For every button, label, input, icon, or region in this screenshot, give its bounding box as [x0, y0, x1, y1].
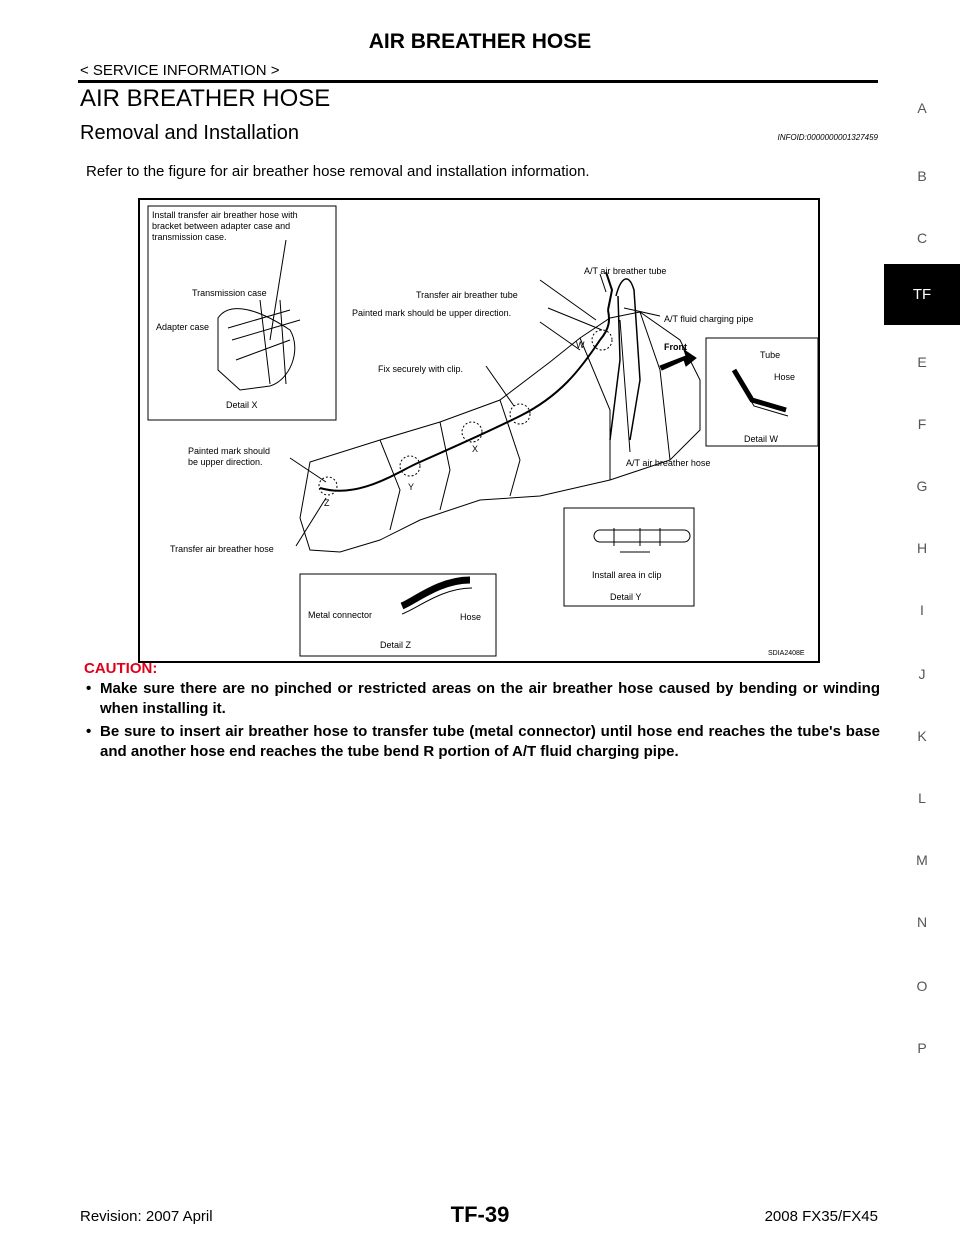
list-item — [84, 679, 880, 719]
label-detail-z: Detail Z — [380, 640, 412, 650]
label-hose-z: Hose — [460, 612, 482, 622]
list-item — [84, 722, 880, 762]
figure-code: SDIA2408E — [768, 650, 805, 657]
label-fix-securely: Fix securely with clip. — [378, 364, 464, 374]
side-index-i[interactable]: I — [920, 602, 924, 618]
caution-text: Be sure to insert air breather hose to transfer tube (metal connector) until hose end reaches the tube's base and another hose end reaches the tube bend R portion of A/T fluid charging pipe. — [100, 723, 880, 760]
marker-y: Y — [408, 482, 415, 492]
diagram-drawing — [140, 200, 818, 661]
side-index-p[interactable]: P — [917, 1040, 927, 1056]
painted-mark-line: Painted mark should — [188, 446, 271, 456]
side-index-o[interactable]: O — [916, 978, 928, 994]
side-index-h[interactable]: H — [916, 540, 928, 556]
label-at-air-breather-tube: A/T air breather tube — [584, 266, 667, 276]
page-title: AIR BREATHER HOSE — [80, 85, 331, 112]
footer-model: 2008 FX35/FX45 — [764, 1208, 878, 1225]
page-number: TF-39 — [450, 1202, 510, 1227]
label-detail-y: Detail Y — [610, 592, 642, 602]
detail-x-note — [152, 210, 298, 243]
footer-revision: Revision: 2007 April — [80, 1208, 213, 1225]
label-painted-mark-should — [188, 446, 270, 468]
label-transmission-case: Transmission case — [192, 288, 267, 298]
section-heading: Removal and Installation — [80, 122, 300, 144]
label-metal-connector: Metal connector — [308, 610, 373, 620]
side-index-f[interactable]: F — [917, 416, 927, 432]
detail-x-note-line: Install transfer air breather hose with — [152, 210, 298, 220]
label-transfer-air-breather-hose: Transfer air breather hose — [170, 544, 274, 554]
side-index-g[interactable]: G — [916, 478, 928, 494]
side-index-n[interactable]: N — [916, 914, 928, 930]
detail-x-note-line: bracket between adapter case and — [152, 221, 291, 231]
label-hose-w: Hose — [774, 372, 796, 382]
label-at-fluid-charging-pipe: A/T fluid charging pipe — [664, 314, 754, 324]
detail-x-note-line: transmission case. — [152, 232, 227, 242]
label-transfer-air-breather-tube: Transfer air breather tube — [416, 290, 518, 300]
page-header-title: AIR BREATHER HOSE — [368, 30, 592, 53]
caution-list — [84, 679, 880, 765]
caution-text: Make sure there are no pinched or restricted areas on the air breather hose caused by bending or winding when installing it. — [100, 680, 880, 717]
caution-label: CAUTION: — [84, 660, 158, 677]
side-index-b[interactable]: B — [917, 168, 927, 184]
diagram-figure — [138, 198, 820, 663]
breadcrumb: < SERVICE INFORMATION > — [80, 62, 280, 79]
bullet-icon: • — [86, 723, 92, 740]
label-detail-w: Detail W — [744, 434, 779, 444]
side-index-m[interactable]: M — [916, 852, 928, 868]
label-detail-x: Detail X — [226, 400, 258, 410]
label-painted-mark-upper: Painted mark should be upper direction. — [352, 308, 512, 318]
side-index-k[interactable]: K — [917, 728, 927, 744]
info-id: INFOID:0000000001327459 — [777, 133, 878, 142]
side-index-c[interactable]: C — [916, 230, 928, 246]
label-install-area: Install area in clip — [592, 570, 662, 580]
bullet-icon: • — [86, 680, 92, 697]
painted-mark-line: be upper direction. — [188, 457, 263, 467]
marker-x: X — [472, 444, 479, 454]
label-front: Front — [664, 342, 687, 352]
side-index-a[interactable]: A — [917, 100, 927, 116]
label-tube: Tube — [760, 350, 781, 360]
label-adapter-case: Adapter case — [156, 322, 210, 332]
header-divider — [78, 80, 878, 83]
side-index-tf[interactable]: TF — [884, 264, 960, 325]
side-index-e[interactable]: E — [917, 354, 927, 370]
marker-z: Z — [324, 498, 330, 508]
side-index-j[interactable]: J — [918, 666, 926, 682]
side-index-l[interactable]: L — [918, 790, 926, 806]
marker-w: W — [576, 340, 585, 350]
intro-text: Refer to the figure for air breather hose removal and installation information. — [86, 163, 590, 180]
label-at-air-breather-hose: A/T air breather hose — [626, 458, 711, 468]
